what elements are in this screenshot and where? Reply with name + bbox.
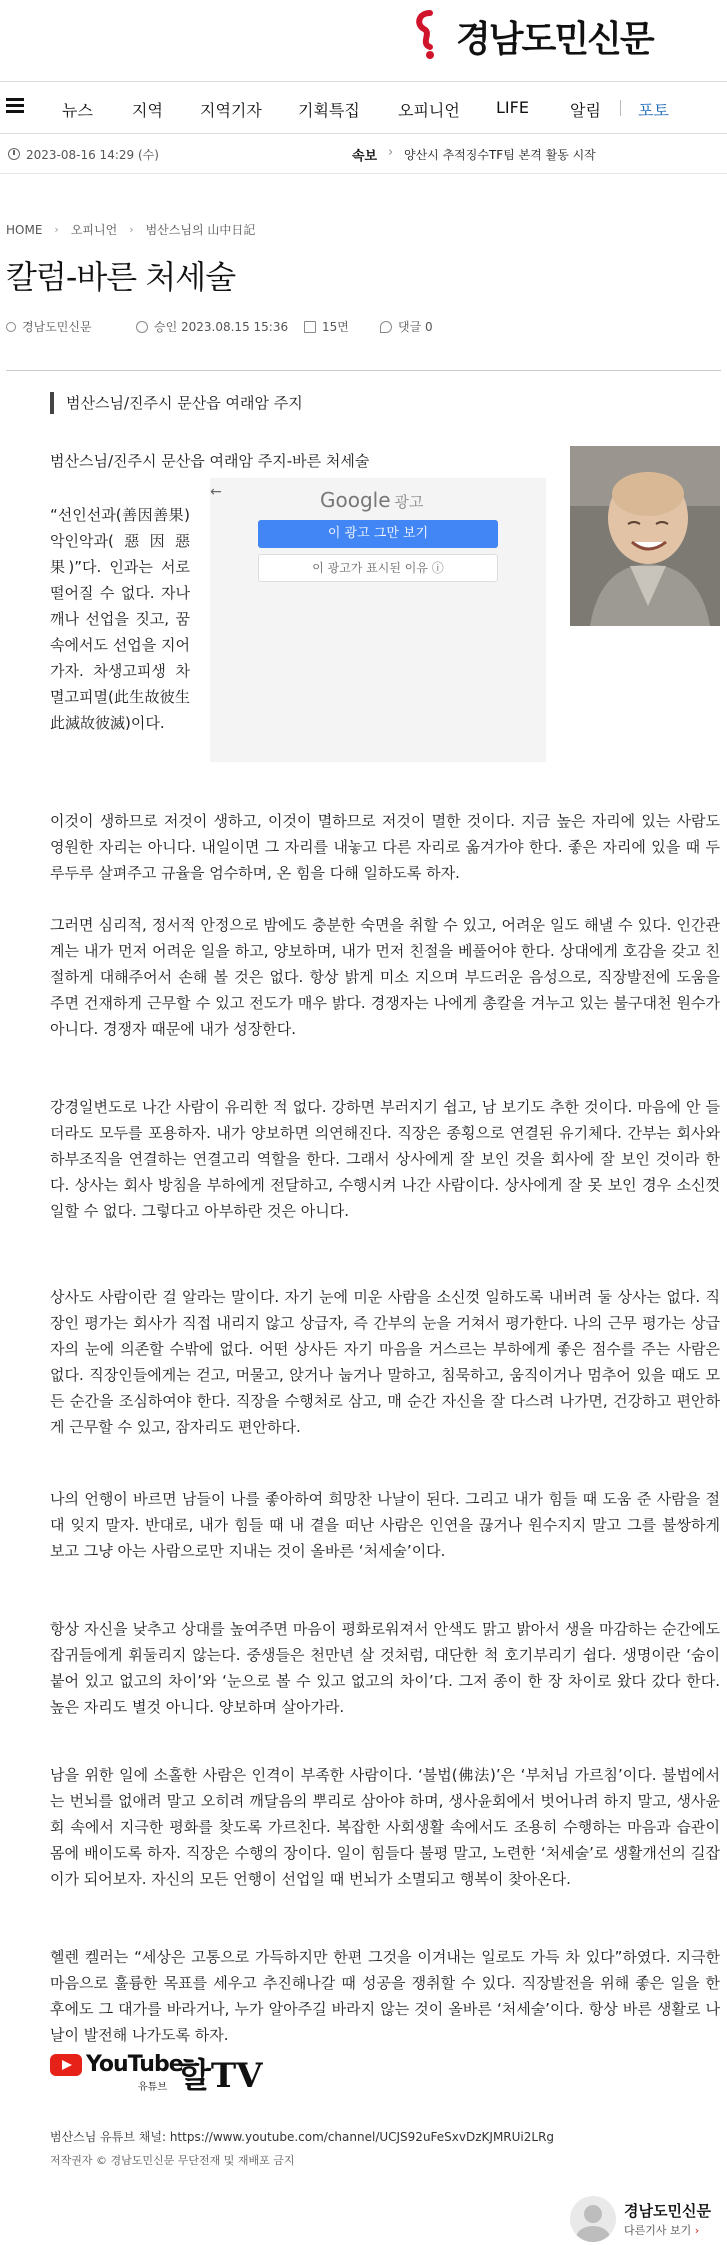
nav-item-opinion[interactable]: 오피니언 [398,101,460,120]
breaking-label: 속보 [352,149,378,164]
chevron-right-icon: › [129,223,134,236]
site-logo[interactable] [410,6,653,66]
chevron-right-icon: › [694,2224,700,2237]
nav-item-notice[interactable]: 알림 [570,101,601,120]
article-intro: 범산스님/진주시 문산읍 여래암 주지-바른 처세술 [50,452,370,470]
google-wordmark: Google [320,488,391,512]
ad-label: 광고 [394,493,424,511]
nav-item-region-reporter[interactable]: 지역기자 [200,101,262,120]
article-page: 15면 [322,320,349,334]
article-paragraph: 그러면 심리적, 정서적 안정으로 밤에도 충분한 숙면을 취할 수 있고, 어려운 일도 해낼 수 있다. 인간관계는 내가 먼저 어려운 일을 하고, 양보하며, 내가 먼저 친절을 베풀어야 한다. 상대에게 호감을 갖고 친절하게 대해주어서 손해 볼 것은 없다. 항상 밝게 미소 지으며 부드러운 음성으로, 직장발전에 도움을 주면 건재하게 근무할 수 있고 전도가 매우 밝다. 경쟁자는 나에게 총칼을 겨누고 있는 불구대천 원수가 아니다. 경쟁자 때문에 내가 성장한다. [50,916,720,1038]
article-paragraph: 항상 자신을 낮추고 상대를 높여주면 마음이 평화로워져서 안색도 맑고 밝아서 생을 마감하는 순간에도 잡귀들에게 휘둘리지 않는다. 중생들은 천만년 살 것처럼, 대단한 척 호기부리기 쉽다. 생명이란 ‘숨이 붙어 있고 없고의 차이’와 ‘눈으로 볼 수 있고 없고의 차이’다. 그저 종이 한 장 차이로 왔다 갔다 한다. 높은 자리도 별것 아니다. 양보하며 살아가라. [50,1620,720,1716]
google-ad [210,478,546,762]
date-breaking-bar [0,134,727,174]
youtube-logo[interactable] [50,2052,183,2077]
copyright-notice: 저작권자 © 경남도민신문 무단전재 및 재배포 금지 [50,2154,295,2167]
nav-item-region[interactable]: 지역 [132,101,163,120]
article-paragraph: 상사도 사람이란 걸 알라는 말이다. 자기 눈에 미운 사람을 소신껏 일하도록 내버려 둘 상사는 없다. 직장인 평가는 회사가 직접 내리지 않고 상급자, 즉 간부의 눈을 거쳐서 평가한다. 나의 근무 평가는 상급자의 눈에 의존할 수밖에 없다. 어떤 상사든 자기 마음을 거스르는 부하에게 좋은 점수를 주는 사람은 없다. 직장인들에게는 걷고, 머물고, 앉거나 눕거나 말하고, 침묵하고, 움직이거나 멈추어 있을 때도 모든 순간을 조심하여야 한다. 직장을 수행처로 삼고, 매 순간 자신을 잘 다스려 나가면, 건강하고 편안하게 근무할 수 있고, 잠자리도 편안하다. [50,1288,720,1436]
article-author[interactable]: 경남도민신문 [22,320,92,334]
monk-portrait-image [570,446,720,626]
breadcrumb [6,221,255,238]
ad-brand [320,488,424,512]
press-avatar [570,2196,616,2242]
press-name[interactable]: 경남도민신문 [624,2202,711,2220]
hamburger-menu-icon[interactable] [6,98,24,114]
article-paragraph: 강경일변도로 나간 사람이 유리한 적 없다. 강하면 부러지기 쉽고, 남 보기도 추한 것이다. 마음에 안 들더라도 모두를 포용하자. 내가 양보하면 의연해진다. 직장은 종횡으로 연결된 유기체다. 간부는 회사와 하부조직을 연결하는 연결고리 역할을 한다. 그래서 상사에게 잘 보인 것을 회사에 잘 보인 것이라 한다. 상사는 회사 방침을 부하에게 전달하고, 수행시켜 나간 사람이다. 상사에게 잘 못 보인 경우 소신껏 일할 수 없다. 그렇다고 아부하란 것은 아니다. [50,1098,720,1220]
article-title: 칼럼-바른 처세술 [6,258,236,296]
youtube-sub-label: 유튜브 [138,2082,167,2093]
youtube-play-icon [50,2054,82,2076]
page-icon [304,321,316,333]
person-icon [6,322,16,332]
article-byline: 범산스님/진주시 문산읍 여래암 주지 [50,392,303,414]
logo-mark-icon [410,7,450,65]
youtube-channel-link[interactable]: 범산스님 유튜브 채널: https://www.youtube.com/channel/UCJS92uFeSxvDzKJMRUi2LRg [50,2130,555,2144]
breadcrumb-opinion[interactable]: 오피니언 [70,223,118,237]
chevron-right-icon: › [54,223,59,236]
main-nav [0,82,727,134]
haltv-logo: 할TV [178,2056,263,2096]
article-paragraph: 헬렌 켈러는 “세상은 고통으로 가득하지만 한편 그것을 이겨내는 일로도 가득 차 있다”하였다. 지극한 마음으로 훌륭한 목표를 세우고 추진해나갈 때 성공을 쟁취할 수 있다. 직장발전을 위해 좋은 일을 한 후에도 그 대가를 바라거나, 누가 알아주길 바라지 않는 것이 올바른 ‘처세술’이다. 항상 바른 생활로 나날이 발전해 나가도록 하자. [50,1948,720,2044]
stop-ad-button[interactable]: 이 광고 그만 보기 [258,520,498,548]
why-ad-button[interactable]: 이 광고가 표시된 이유 ⓘ [258,554,498,582]
breadcrumb-home[interactable]: HOME [6,222,43,237]
back-arrow-icon[interactable]: ← [210,484,222,500]
divider [6,370,721,371]
article-paragraph: 남을 위한 일에 소홀한 사람은 인격이 부족한 사람이다. ‘불법(佛法)’은 ‘부처님 가르침’이다. 불법에서는 번뇌를 없애려 말고 오히려 깨달음의 뿌리로 삼아야 하며, 생사윤회에서 벗어나려 하지 말고, 생사윤회 속에서 지극한 평화를 찾도록 가르친다. 복잡한 사회생활 속에서도 조용히 수행하는 마음과 습관이 몸에 배이도록 하자. 직장은 수행의 장이다. 일이 힘들다 불평 말고, 노련한 ‘처세술’로 생활개선의 길잡이가 되어보자. 자신의 모든 언행이 선업일 때 번뇌가 소멸되고 행복이 찾아온다. [50,1766,720,1888]
youtube-wordmark: YouTube [86,2052,183,2077]
article-approved-date: 승인 2023.08.15 15:36 [154,320,289,334]
article-paragraph: “선인선과(善因善果) 악인악과(惡因惡果)”다. 인과는 서로 떨어질 수 없다. 자나 깨나 선업을 짓고, 꿈속에서도 선업을 지어가자. 차생고피생 차멸고피멸(此生故彼生 此滅故彼滅)이다. [50,506,190,732]
more-articles-label: 다른기사 보기 [624,2224,692,2237]
comment-count[interactable]: 댓글 0 [398,320,433,334]
article-paragraph: 나의 언행이 바르면 남들이 나를 좋아하여 희망찬 나날이 된다. 그리고 내가 힘들 때 도움 준 사람을 절대 잊지 말자. 반대로, 내가 힘들 때 내 곁을 떠난 사람은 인연을 끊거나 원수지지 말고 그를 불쌍하게 보고 그냥 아는 사람으로만 지내는 것이 올바른 ‘처세술’이다. [50,1490,720,1560]
article-paragraph: 이것이 생하므로 저것이 생하고, 이것이 멸하므로 저것이 멸한 것이다. 지금 높은 자리에 있는 사람도 영원한 자리는 아니다. 내일이면 그 자리를 내놓고 다른 자리로 옮겨가야 한다. 좋은 자리에 있을 때 두루두루 살펴주고 규율을 엄수하며, 온 힘을 다해 일하도록 하자. [50,812,720,882]
logo-text: 경남도민신문 [456,18,653,60]
chevron-right-icon: › [388,145,394,160]
site-header [0,0,727,82]
nav-divider [620,100,621,116]
nav-item-special[interactable]: 기획특집 [298,101,360,120]
breadcrumb-section[interactable]: 범산스님의 山中日記 [145,223,256,237]
nav-item-news[interactable]: 뉴스 [62,101,93,120]
comment-icon [380,321,392,333]
breaking-news-link[interactable]: 양산시 추적징수TF팀 본격 활동 시작 [404,148,596,162]
current-date: 2023-08-16 14:29 (수) [26,148,159,162]
nav-item-photo[interactable]: 포토 [638,101,669,120]
nav-item-life[interactable]: LIFE [496,98,529,117]
clock-icon [8,148,20,160]
more-articles-link[interactable] [624,2222,699,2238]
author-photo [570,446,720,626]
clock-icon [136,321,148,333]
